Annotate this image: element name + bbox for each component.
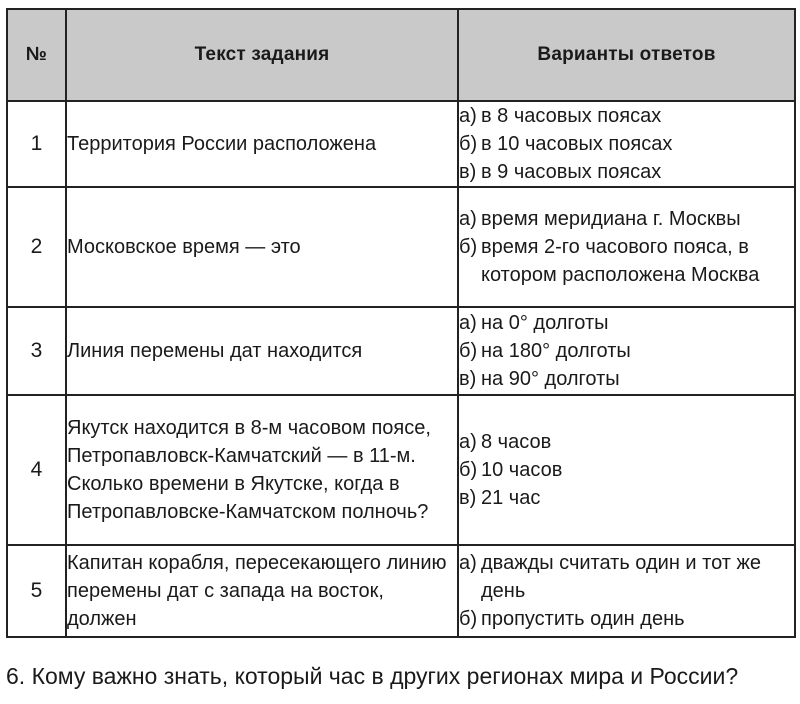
answer-option (459, 233, 794, 289)
answer-option (459, 549, 794, 605)
option-text: на 180° долготы (481, 340, 631, 362)
answer-option (459, 484, 794, 512)
option-text: в 9 часовых поясах (481, 161, 662, 183)
option-letter: а) (459, 312, 477, 334)
option-letter: б) (459, 133, 478, 155)
table-row (7, 187, 795, 307)
row-number: 3 (7, 307, 66, 395)
option-text: время меридиана г. Москвы (481, 208, 741, 230)
option-letter: б) (459, 236, 478, 258)
task-text: Московское время — это (66, 187, 458, 307)
answer-option (459, 456, 794, 484)
row-number: 1 (7, 101, 66, 187)
option-text: 10 часов (481, 459, 563, 481)
task-text: Территория России расположена (66, 101, 458, 187)
answer-option (459, 102, 794, 130)
table-header (7, 9, 795, 101)
task-text: Капитан корабля, пересекающего линию перемены дат с запада на восток, должен (66, 545, 458, 637)
option-letter: а) (459, 105, 477, 127)
option-text: на 90° долготы (481, 368, 620, 390)
answer-options (458, 545, 795, 637)
option-text: время 2-го часового пояса, в котором расположена Москва (481, 236, 760, 286)
option-text: 21 час (481, 487, 541, 509)
option-letter: в) (459, 487, 477, 509)
option-text: дважды считать один и тот же день (481, 552, 761, 602)
task-text: Линия перемены дат находится (66, 307, 458, 395)
answer-options (458, 307, 795, 395)
header-task-text: Текст задания (66, 9, 458, 101)
option-letter: а) (459, 208, 477, 230)
answer-option (459, 130, 794, 158)
option-letter: а) (459, 431, 477, 453)
table-row (7, 307, 795, 395)
option-letter: б) (459, 340, 478, 362)
answer-option (459, 605, 794, 633)
task-text: Якутск находится в 8-м часовом поясе, Петропавловск-Камчатский — в 11-м. Сколько времени в Якутске, когда в Петропавловске-Камчатском полночь? (66, 395, 458, 545)
answer-option (459, 337, 794, 365)
table-row (7, 395, 795, 545)
answer-option (459, 428, 794, 456)
answer-option (459, 365, 794, 393)
answer-option (459, 309, 794, 337)
option-text: на 0° долготы (481, 312, 609, 334)
option-text: в 10 часовых поясах (481, 133, 673, 155)
table-row (7, 545, 795, 637)
option-letter: б) (459, 608, 478, 630)
header-number: № (7, 9, 66, 101)
option-text: в 8 часовых поясах (481, 105, 662, 127)
answer-options (458, 395, 795, 545)
table-row (7, 101, 795, 187)
row-number: 2 (7, 187, 66, 307)
answer-option (459, 158, 794, 186)
answer-options (458, 101, 795, 187)
quiz-table (6, 8, 796, 638)
option-letter: в) (459, 368, 477, 390)
answer-options (458, 187, 795, 307)
option-letter: б) (459, 459, 478, 481)
header-answer-options: Варианты ответов (458, 9, 795, 101)
option-text: пропустить один день (481, 608, 685, 630)
row-number: 4 (7, 395, 66, 545)
option-letter: в) (459, 161, 477, 183)
answer-option (459, 205, 794, 233)
option-letter: а) (459, 552, 477, 574)
option-text: 8 часов (481, 431, 552, 453)
row-number: 5 (7, 545, 66, 637)
question-6-text: 6. Кому важно знать, который час в других регионах мира и России? (6, 663, 739, 689)
